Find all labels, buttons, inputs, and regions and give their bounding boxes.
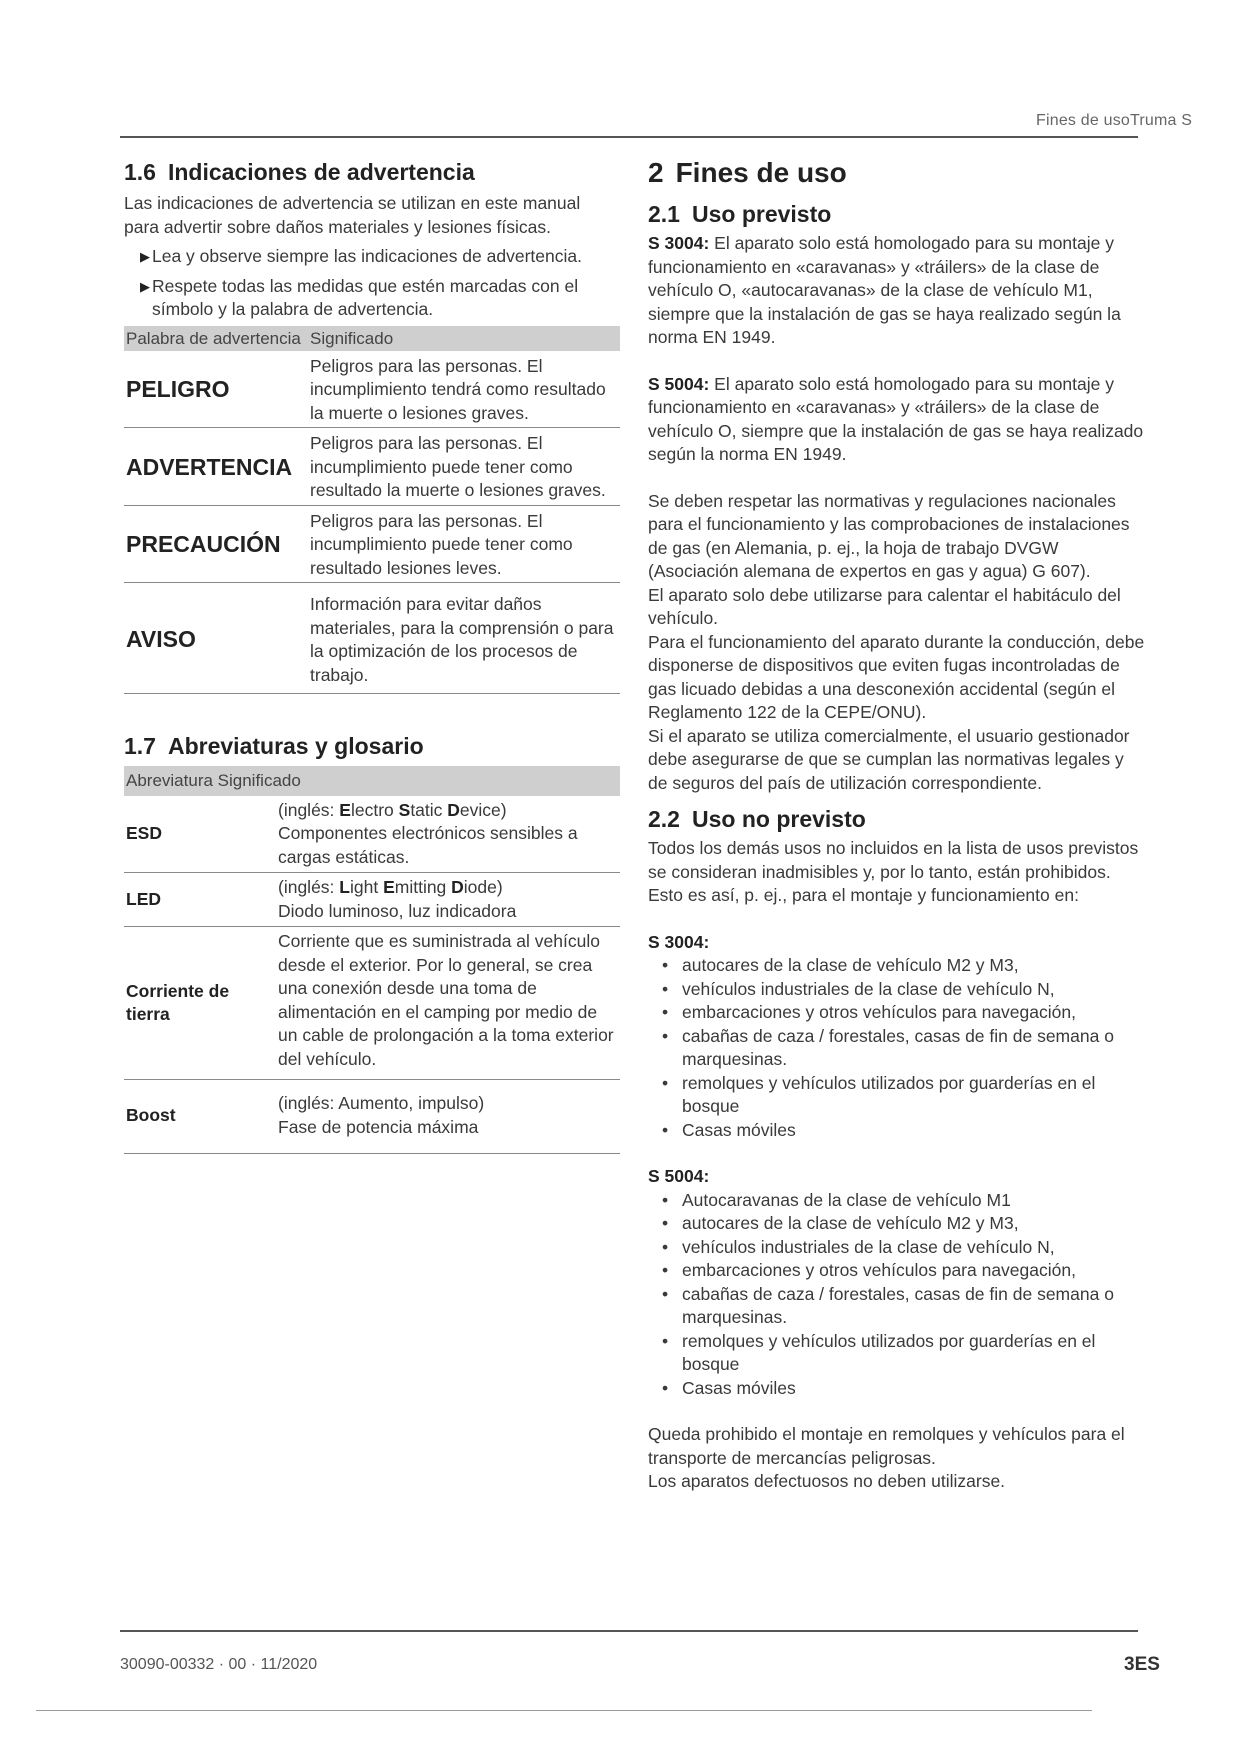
glossary-table [124, 766, 620, 1154]
glossary-term: Boost [124, 1080, 276, 1154]
s3004-list [648, 954, 1146, 1142]
glossary-definition: (inglés: Aumento, impulso) Fase de potencia máxima [276, 1080, 620, 1154]
signal-word: ADVERTENCIA [124, 428, 308, 506]
s3004-intended-use: S 3004: El aparato solo está homologado para su montaje y funcionamiento en «caravanas» y «tráilers» de la clase de vehículo O, «autocaravanas» de la clase de vehículo M1, siempre que la instalación de gas se haya realizado según la norma EN 1949. [648, 233, 1121, 347]
s5004-list [648, 1189, 1146, 1401]
paragraph: Los aparatos defectuosos no deben utilizarse. [648, 1471, 1006, 1491]
section-1-6-intro: Las indicaciones de advertencia se utilizan en este manual para advertir sobre daños materiales y lesiones físicas. [124, 193, 581, 237]
paragraph: El aparato solo debe utilizarse para calentar el habitáculo del vehículo. [648, 584, 1121, 628]
list-item: • Casas móviles [662, 1377, 796, 1398]
arrow-icon: ▶ [140, 278, 150, 294]
table-row [124, 505, 620, 583]
list-item: • cabañas de caza / forestales, casas de fin de semana o marquesinas. [662, 1025, 1114, 1069]
paragraph: Queda prohibido el montaje en remolques y vehículos para el transporte de mercancías peligrosas. [648, 1424, 1125, 1468]
signal-word: PRECAUCIÓN [124, 505, 308, 583]
list-item: • Autocaravanas de la clase de vehículo M1 [662, 1189, 1011, 1210]
table-row [124, 873, 620, 927]
section-2-2-heading: 2.2 Uso no previsto [648, 806, 866, 832]
warning-table [124, 326, 620, 695]
bottom-rule [36, 1710, 1092, 1711]
glossary-definition: (inglés: Light Emitting Diode) Diodo luminoso, luz indicadora [276, 873, 620, 927]
glossary-term: LED [124, 873, 276, 927]
section-1-7-heading: 1.7 Abreviaturas y glosario [124, 733, 424, 759]
list-item: • embarcaciones y otros vehículos para navegación, [662, 1002, 1076, 1022]
list-item: • embarcaciones y otros vehículos para navegación, [662, 1260, 1076, 1280]
signal-word: AVISO [124, 583, 308, 694]
table-header: Abreviatura Significado [124, 766, 620, 796]
signal-meaning: Peligros para las personas. El incumplimiento puede tener como resultado lesiones leves. [308, 505, 620, 583]
doc-code: 30090-00332 · 00 · 11/2020 [120, 1656, 318, 1673]
paragraph: Para el funcionamiento del aparato durante la conducción, debe disponerse de dispositivos que eviten fugas incontroladas de gas licuado debidas a una desconexión accidental (según el Reglamento 122 de la CEPE/ONU). [648, 631, 1145, 722]
glossary-definition: Corriente que es suministrada al vehículo desde el exterior. Por lo general, se crea una conexión desde una toma de alimentación en el camping por medio de un cable de prolongación a la toma exterior del vehículo. [276, 927, 620, 1080]
table-header: Significado [308, 326, 620, 351]
arrow-icon: ▶ [140, 249, 150, 264]
list-item: • vehículos industriales de la clase de vehículo N, [662, 978, 1055, 999]
footer-rule [120, 1630, 1138, 1632]
list-item: ▶ Respete todas las medidas que estén marcadas con el símbolo y la palabra de advertencia. [124, 275, 620, 322]
glossary-definition: (inglés: Electro Static Device) Componentes electrónicos sensibles a cargas estáticas. [276, 796, 620, 873]
list-item: ▶ Lea y observe siempre las indicaciones de advertencia. [124, 245, 620, 269]
signal-meaning: Peligros para las personas. El incumplimiento tendrá como resultado la muerte o lesiones graves. [308, 351, 620, 428]
paragraph: Si el aparato se utiliza comercialmente, el usuario gestionador debe asegurarse de que se cumplan las normativas legales y de seguros del país de utilización correspondiente. [648, 725, 1130, 793]
s5004-intended-use: S 5004: El aparato solo está homologado para su montaje y funcionamiento en «caravanas» y «tráilers» de la clase de vehículo O, siempre que la instalación de gas se haya realizado según la norma EN 1949. [648, 373, 1144, 464]
right-column [648, 156, 1146, 1494]
header-rule [120, 136, 1138, 138]
list-item: • autocares de la clase de vehículo M2 y M3, [662, 955, 1019, 975]
table-row [124, 1080, 620, 1154]
table-row [124, 428, 620, 506]
signal-word: PELIGRO [124, 351, 308, 428]
table-row [124, 351, 620, 428]
list-item: • remolques y vehículos utilizados por guarderías en el bosque [662, 1072, 1096, 1116]
list-item: • cabañas de caza / forestales, casas de fin de semana o marquesinas. [662, 1283, 1114, 1327]
table-header: Palabra de advertencia [124, 326, 308, 351]
s5004-label: S 5004: [648, 1166, 710, 1186]
glossary-term: ESD [124, 796, 276, 873]
s3004-label: S 3004: [648, 931, 710, 952]
list-item: • vehículos industriales de la clase de vehículo N, [662, 1236, 1055, 1257]
table-row [124, 583, 620, 694]
list-item: • remolques y vehículos utilizados por guarderías en el bosque [662, 1330, 1096, 1374]
table-row [124, 927, 620, 1080]
chapter-2-heading: 2 Fines de uso [648, 157, 847, 188]
paragraph: Se deben respetar las normativas y regulaciones nacionales para el funcionamiento y las comprobaciones de instalaciones de gas (en Alemania, p. ej., la hoja de trabajo DVGW (Asociación alemana de expertos en gas y agua) G 607). [648, 490, 1130, 581]
paragraph: Todos los demás usos no incluidos en la lista de usos previstos se consideran inadmisibles y, por lo tanto, están prohibidos. Esto es así, p. ej., para el montaje y funcionamiento en: [648, 838, 1139, 905]
signal-meaning: Información para evitar daños materiales, para la comprensión o para la optimización de los procesos de trabajo. [308, 583, 620, 694]
section-2-1-heading: 2.1 Uso previsto [648, 201, 832, 227]
glossary-term: Corriente de tierra [124, 927, 276, 1080]
signal-meaning: Peligros para las personas. El incumplimiento puede tener como resultado la muerte o lesiones graves. [308, 428, 620, 506]
table-row [124, 796, 620, 873]
running-header: Fines de usoTruma S [1036, 112, 1193, 129]
list-item: • Casas móviles [662, 1119, 796, 1140]
section-1-6-heading: 1.6 Indicaciones de advertencia [124, 159, 475, 185]
page-number: 3ES [1124, 1654, 1160, 1675]
left-column [124, 158, 620, 1154]
list-item: • autocares de la clase de vehículo M2 y M3, [662, 1213, 1019, 1233]
